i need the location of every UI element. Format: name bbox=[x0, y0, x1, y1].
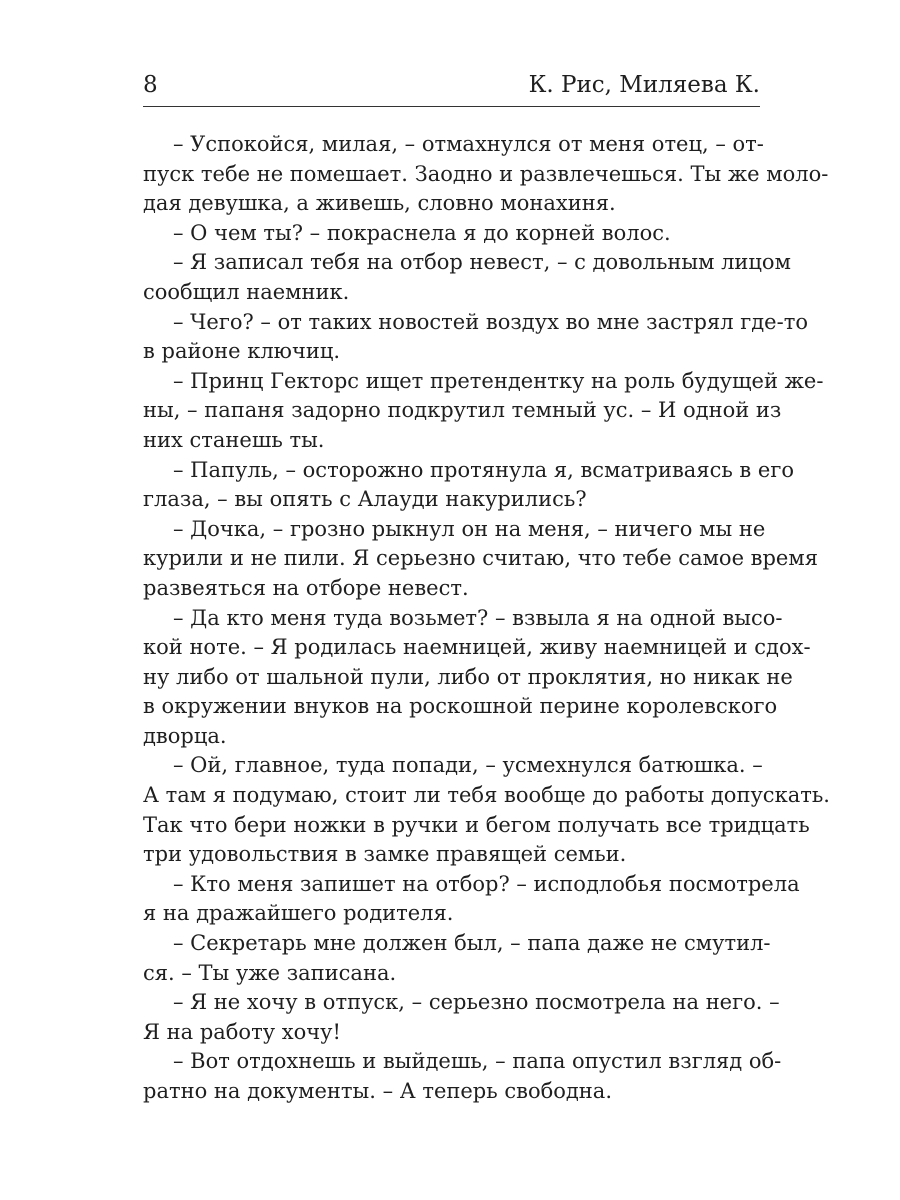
text-line: – Да кто меня туда возьмет? – взвыла я на одной высо- bbox=[173, 605, 783, 630]
text-line: них станешь ты. bbox=[143, 427, 325, 452]
text-line: ратно на документы. – А теперь свободна. bbox=[143, 1079, 612, 1103]
running-head: К. Рис, Миляева К. bbox=[528, 72, 760, 98]
text-line: Я на работу хочу! bbox=[143, 1019, 341, 1044]
text-line: – О чем ты? – покраснела я до корней волос. bbox=[173, 220, 671, 245]
text-line: – Секретарь мне должен был, – папа даже не смутил- bbox=[173, 931, 771, 956]
text-line: – Я записал тебя на отбор невест, – с довольным лицом bbox=[173, 250, 791, 275]
text-line: в районе ключиц. bbox=[143, 339, 341, 364]
page-header bbox=[143, 70, 760, 100]
text-line: дая девушка, а живешь, словно монахиня. bbox=[143, 191, 616, 216]
text-line: ны, – папаня задорно подкрутил темный ус. – И одной из bbox=[143, 398, 782, 423]
text-line: ся. – Ты уже записана. bbox=[143, 960, 397, 985]
page-number: 8 bbox=[143, 72, 158, 98]
body-text bbox=[143, 130, 830, 1107]
text-line: развеяться на отборе невест. bbox=[143, 575, 469, 600]
text-line: Так что бери ножки в ручки и бегом получать все тридцать bbox=[143, 812, 810, 837]
text-line: три удовольствия в замке правящей семьи. bbox=[143, 842, 627, 867]
text-line: – Ой, главное, туда попади, – усмехнулся батюшка. – bbox=[173, 753, 763, 778]
text-line: – Папуль, – осторожно протянула я, всматриваясь в его bbox=[173, 457, 795, 482]
text-line: пуск тебе не помешает. Заодно и развлечешься. Ты же моло- bbox=[143, 161, 829, 186]
text-line: курили и не пили. Я серьезно считаю, что тебе самое время bbox=[143, 546, 818, 571]
text-line: – Дочка, – грозно рыкнул он на меня, – ничего мы не bbox=[173, 516, 766, 541]
header-divider bbox=[143, 106, 760, 107]
text-line: – Я не хочу в отпуск, – серьезно посмотрела на него. – bbox=[173, 990, 780, 1015]
text-line: дворца. bbox=[143, 723, 227, 748]
text-line: – Чего? – от таких новостей воздух во мне застрял где-то bbox=[173, 309, 808, 334]
text-line: – Кто меня запишет на отбор? – исподлобья посмотрела bbox=[173, 871, 800, 896]
text-line: сообщил наемник. bbox=[143, 279, 350, 304]
text-line: ну либо от шальной пули, либо от проклятия, но никак не bbox=[143, 664, 793, 689]
text-line: – Успокойся, милая, – отмахнулся от меня отец, – от- bbox=[173, 132, 764, 156]
text-line: в окружении внуков на роскошной перине королевского bbox=[143, 694, 778, 719]
text-line: я на дражайшего родителя. bbox=[143, 901, 454, 926]
text-line: – Принц Гекторс ищет претендентку на роль будущей же- bbox=[173, 368, 824, 393]
text-line: – Вот отдохнешь и выйдешь, – папа опустил взгляд об- bbox=[173, 1049, 782, 1074]
text-line: кой ноте. – Я родилась наемницей, живу наемницей и сдох- bbox=[143, 635, 811, 660]
text-line: А там я подумаю, стоит ли тебя вообще до работы допускать. bbox=[143, 783, 830, 808]
text-line: глаза, – вы опять с Алауди накурились? bbox=[143, 487, 587, 512]
